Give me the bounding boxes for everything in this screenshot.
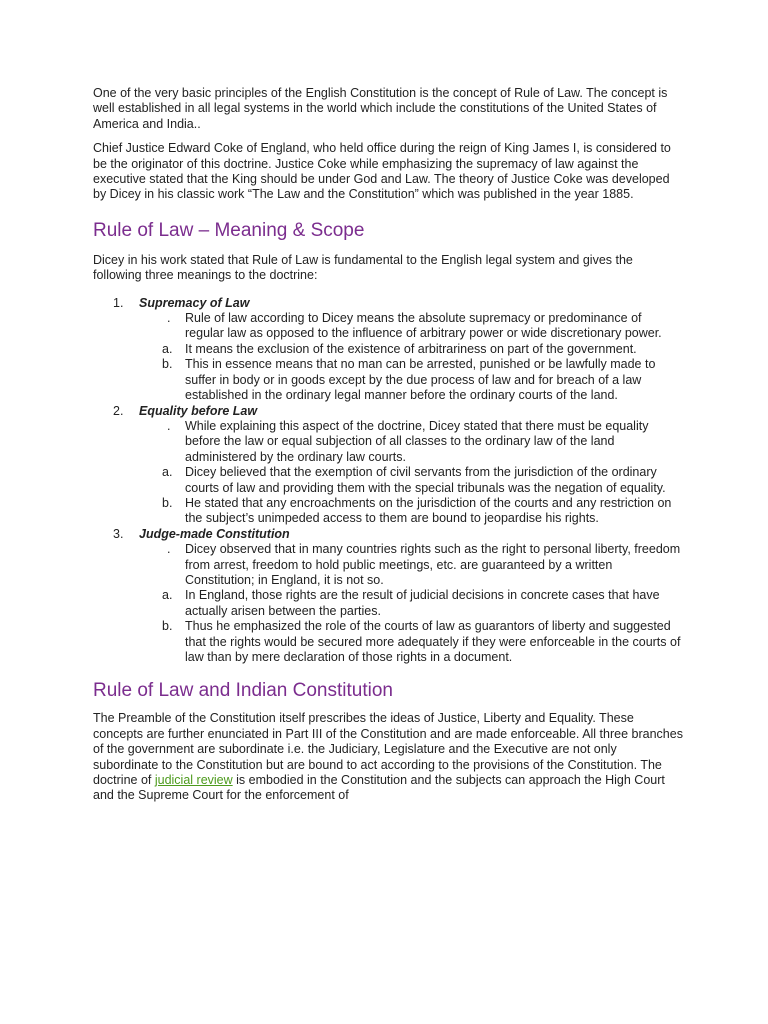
sub-item-text: Dicey observed that in many countries rights such as the right to personal liberty, freedom from arrest, freedom to hold public meetings, etc. are guaranteed by a written Constitution; in England, it is not so. xyxy=(185,542,681,587)
sub-item-marker: . xyxy=(167,542,171,557)
document-page xyxy=(93,86,683,813)
list-item-title xyxy=(93,404,683,419)
sub-item-text: Dicey believed that the exemption of civil servants from the jurisdiction of the ordinary courts of law and providing them with the special tribunals was the negation of equality. xyxy=(185,465,666,495)
judicial-review-link[interactable]: judicial review xyxy=(154,773,233,788)
sub-item-marker: a. xyxy=(162,465,173,480)
sub-item-text: He stated that any encroachments on the jurisdiction of the courts and any restriction on the subject’s unimpeded access to them are bound to jeopardise his rights. xyxy=(185,495,672,526)
sub-item xyxy=(93,419,683,465)
sub-item-text: This in essence means that no man can be arrested, punished or be lawfully made to suffer in body or in goods except by the due process of law and for breach of a law established in the ordinary legal manner before the ordinary courts of the land. xyxy=(185,357,656,403)
section2-paragraph xyxy=(93,711,683,803)
section2-text-after-link: is embodied in the Constitution and the subjects can approach the High Court and the Supreme Court for the enforcement of xyxy=(93,773,665,803)
list-item-title-text: Judge-made Constitution xyxy=(139,526,290,541)
sub-item xyxy=(93,342,683,357)
intro-paragraph-2: Chief Justice Edward Coke of England, who held office during the reign of King James I, is considered to be the originator of this doctrine. Justice Coke while emphasizing the supremacy of law against the executive stated that the King should be under God and Law. The theory of Justice Coke was developed by Dicey in his classic work “The Law and the Constitution” which was published in the year 1885. xyxy=(93,141,671,202)
sub-item xyxy=(93,619,683,665)
section-heading-indian-constitution: Rule of Law and Indian Constitution xyxy=(93,680,393,702)
list-item-title xyxy=(93,296,683,311)
sub-item-text: In England, those rights are the result of judicial decisions in concrete cases that have actually arisen between the parties. xyxy=(185,588,660,618)
sub-item xyxy=(93,465,683,496)
sub-item-marker: b. xyxy=(162,619,173,634)
list-item xyxy=(93,404,683,527)
sub-item-marker: . xyxy=(167,311,171,326)
sub-item-marker: a. xyxy=(162,341,173,356)
list-item xyxy=(93,296,683,404)
sub-item xyxy=(93,496,683,527)
sub-item-marker: b. xyxy=(162,357,173,372)
sub-item-text: It means the exclusion of the existence of arbitrariness on part of the government. xyxy=(185,341,637,356)
list-item-title-text: Equality before Law xyxy=(139,403,258,418)
section1-intro-paragraph: Dicey in his work stated that Rule of Law is fundamental to the English legal system and gives the following three meanings to the doctrine: xyxy=(93,252,633,283)
sub-item-marker: a. xyxy=(162,588,173,603)
sub-item xyxy=(93,357,683,403)
list-item xyxy=(93,527,683,666)
meanings-list xyxy=(93,296,683,666)
sub-item-text: While explaining this aspect of the doctrine, Dicey stated that there must be equality before the law or equal subjection of all classes to the ordinary law of the land administered by the ordinary law courts. xyxy=(185,418,649,464)
sub-item-marker: . xyxy=(167,418,171,433)
list-item-title xyxy=(93,527,683,542)
list-item-number: 2. xyxy=(113,403,124,418)
section-heading-meaning-scope: Rule of Law – Meaning & Scope xyxy=(93,219,365,241)
section2-text-before-link: The Preamble of the Constitution itself prescribes the ideas of Justice, Liberty and Equality. These concepts are further enunciated in Part III of the Constitution and are made enforceable. All three branches of the government are subordinate i.e. the Judiciary, Legislature and the Executive are not only subordinate to the Constitution but are bound to act according to the provisions of the Constitution. The doctrine of xyxy=(93,711,683,788)
sub-item-marker: b. xyxy=(162,495,173,510)
intro-paragraph-1: One of the very basic principles of the English Constitution is the concept of Rule of Law. The concept is well established in all legal systems in the world which include the constitutions of the United States of America and India.. xyxy=(93,86,668,131)
list-item-title-text: Supremacy of Law xyxy=(139,295,250,310)
sub-item xyxy=(93,311,683,342)
sub-item xyxy=(93,588,683,619)
sub-item-text: Rule of law according to Dicey means the absolute supremacy or predominance of regular law as opposed to the influence of arbitrary power or wide discretionary power. xyxy=(185,311,662,341)
sub-item xyxy=(93,542,683,588)
list-item-number: 1. xyxy=(113,295,124,310)
sub-item-text: Thus he emphasized the role of the courts of law as guarantors of liberty and suggested that the rights would be secured more adequately if they were enforceable in the courts of law than by mere declaration of those rights in a document. xyxy=(185,619,681,664)
list-item-number: 3. xyxy=(113,526,124,541)
